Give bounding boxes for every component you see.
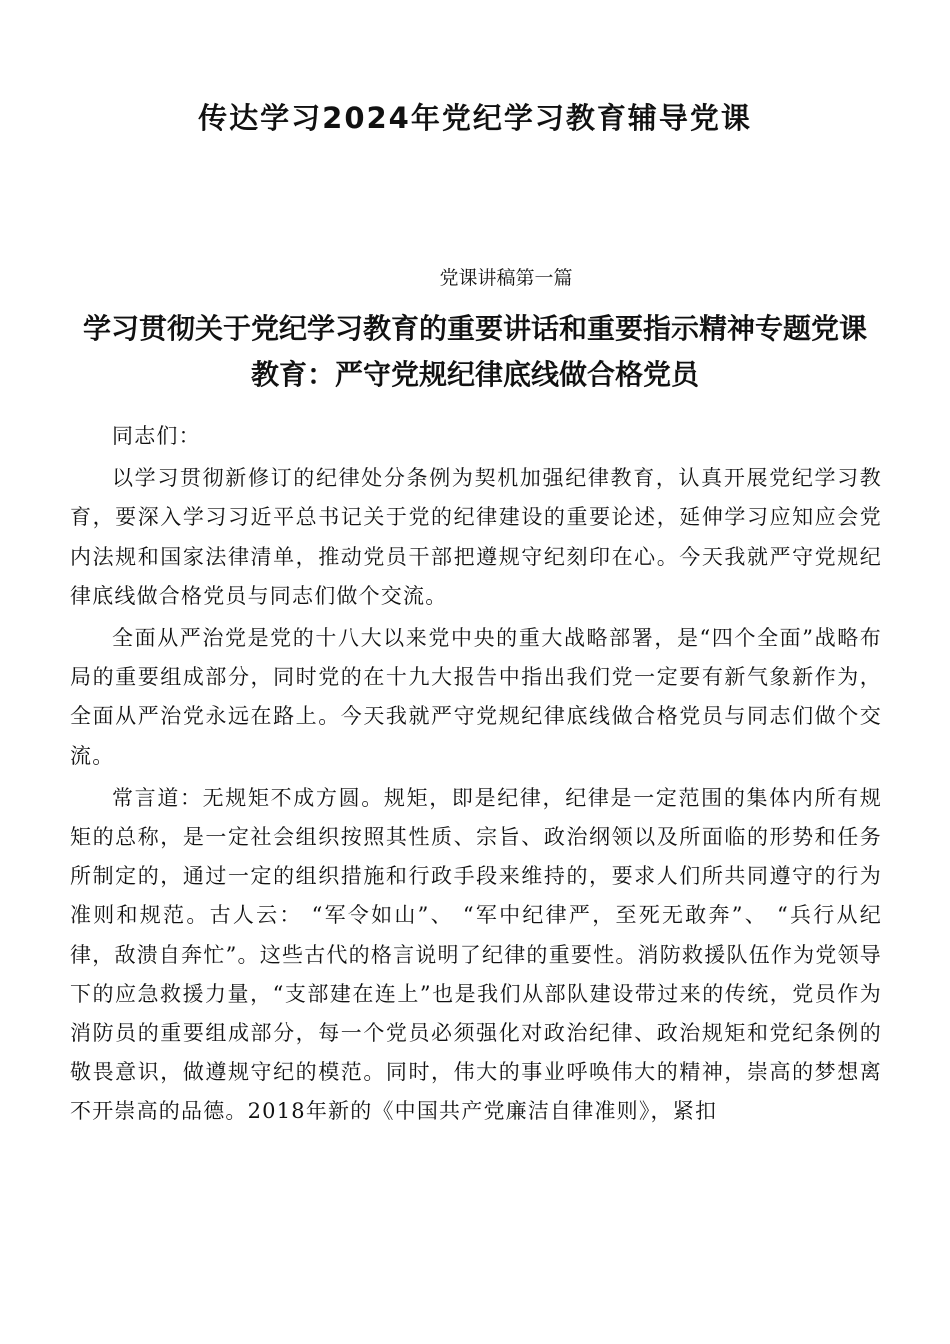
body-paragraph: 以学习贯彻新修订的纪律处分条例为契机加强纪律教育，认真开展党纪学习教育，要深入学习习近平总书记关于党的纪律建设的重要论述，延伸学习应知应会党内法规和国家法律清单，推动党员干部把遵规守纪刻印在心。今天我就严守党规纪律底线做合格党员与同志们做个交流。 [70,466,882,608]
lecture-subtitle: 学习贯彻关于党纪学习教育的重要讲话和重要指示精神专题党课教育：严守党规纪律底线做合格党员 [82,312,867,391]
body-paragraph: 常言道：无规矩不成方圆。规矩，即是纪律，纪律是一定范围的集体内所有规矩的总称，是一定社会组织按照其性质、宗旨、政治纲领以及所面临的形势和任务所制定的，通过一定的组织措施和行政手段来维持的，要求人们所共同遵守的行为准则和规范。古人云： “军令如山”、 “军中纪律严，至死无敢奔”、 “兵行从纪律，敌溃自奔忙”。这些古代的格言说明了纪律的重要性。消防救援队伍作为党领导下的应急救援力量，“支部建在连上”也是我们从部队建设带过来的传统，党员作为消防员的重要组成部分，每一个党员必须强化对政治纪律、政治规矩和党纪条例的敬畏意识，做遵规守纪的模范。同时，伟大的事业呼唤伟大的精神，崇高的梦想离不开崇高的品德。2018年新的《中国共产党廉洁自律准则》，紧扣 [70,785,882,1124]
body-paragraph: 全面从严治党是党的十八大以来党中央的重大战略部署，是“四个全面”战略布局的重要组成部分，同时党的在十九大报告中指出我们党一定要有新气象新作为，全面从严治党永远在路上。今天我就严守党规纪律底线做合格党员与同志们做个交流。 [70,626,882,768]
salutation: 同志们： [112,424,201,448]
series-label: 党课讲稿第一篇 [439,267,573,289]
document-title: 传达学习2024年党纪学习教育辅导党课 [198,101,752,135]
document-body [70,417,882,1132]
